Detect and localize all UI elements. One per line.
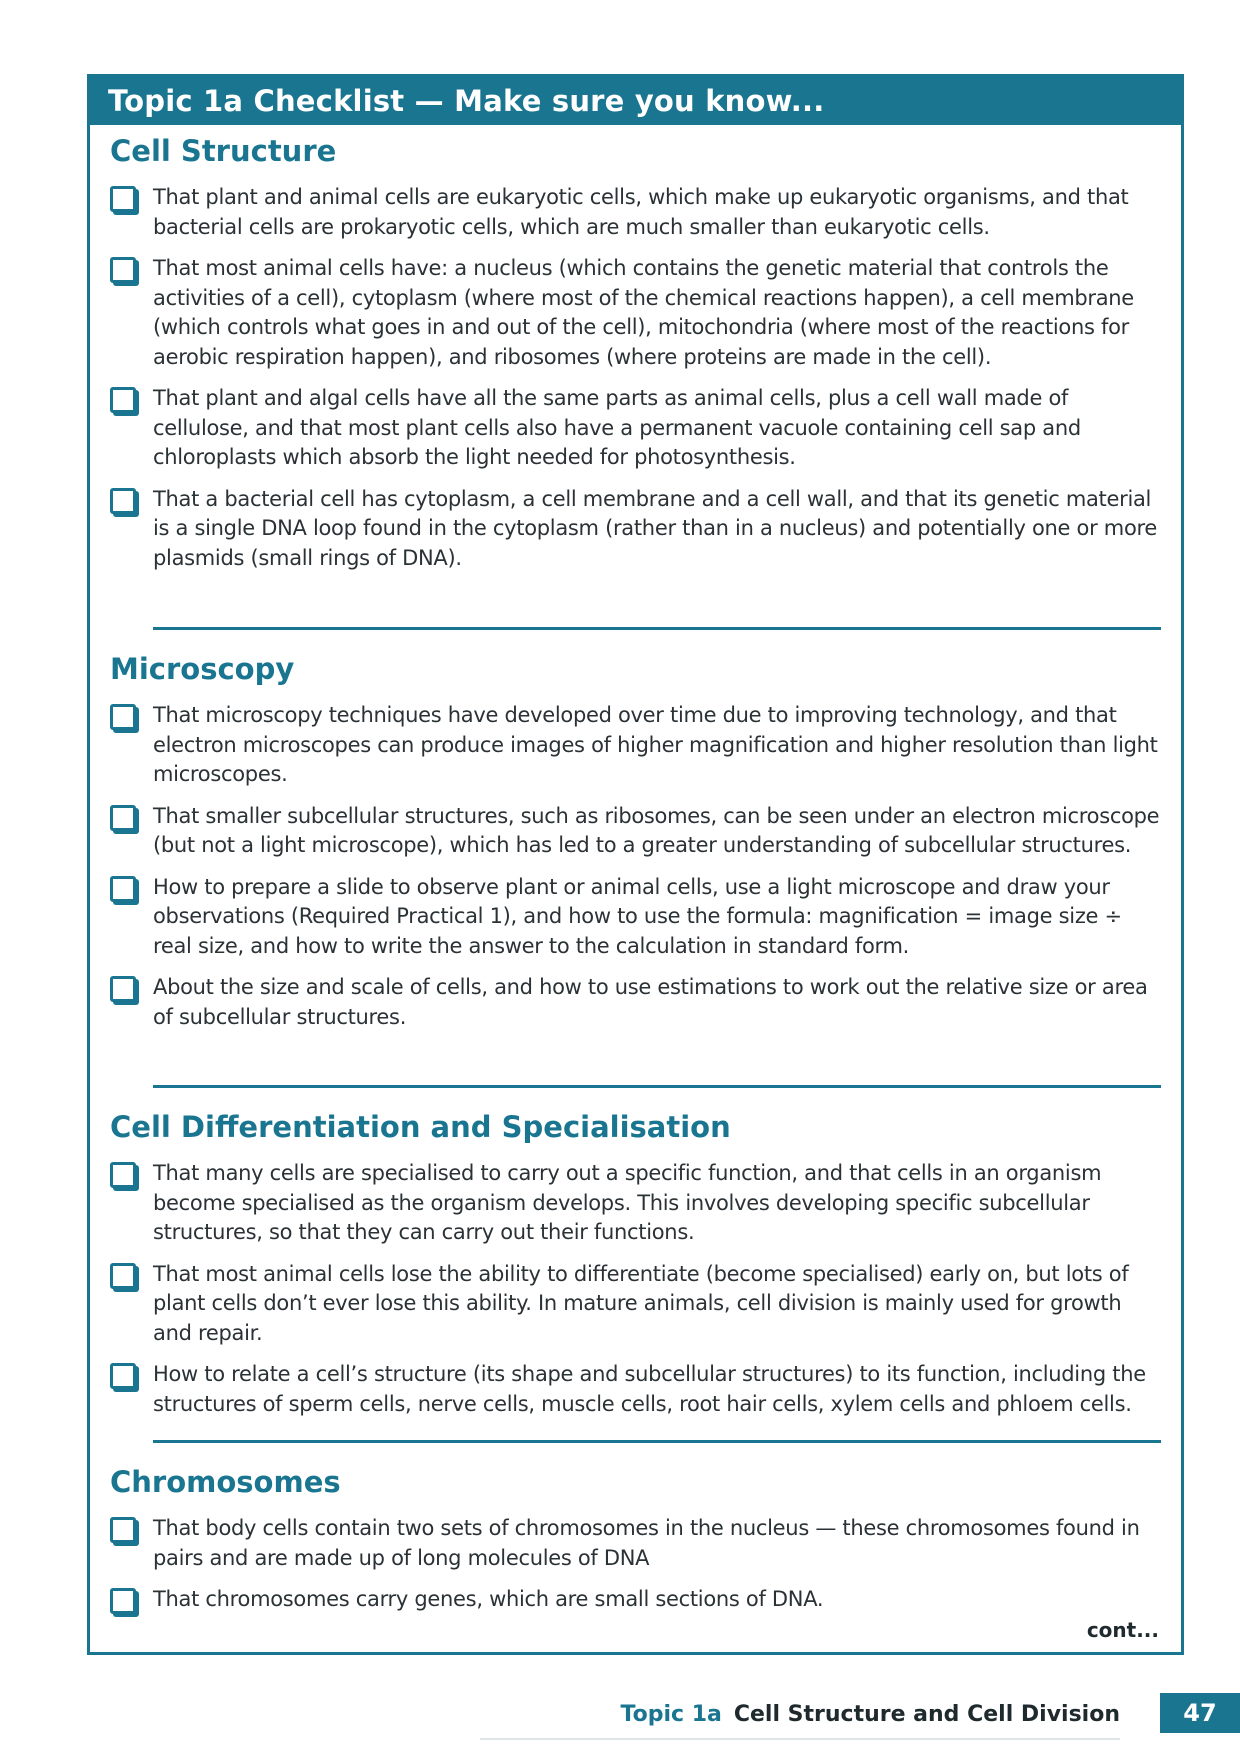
checklist-item [110, 485, 1161, 574]
continued-label: cont... [1086, 1618, 1159, 1642]
checklist-item [110, 701, 1161, 790]
checkbox-icon[interactable] [110, 1517, 136, 1543]
checklist-item [110, 1159, 1161, 1248]
section-title: Chromosomes [110, 1465, 341, 1499]
checkbox-icon[interactable] [110, 1263, 136, 1289]
item-text: That smaller subcellular structures, such as ribosomes, can be seen under an electron microscope (but not a light microscope), which has led to a greater understanding of subcellular structures. [153, 803, 1160, 857]
checklist-item [110, 254, 1161, 372]
section-title: Cell Structure [110, 134, 337, 168]
checklist-item [110, 802, 1161, 861]
section-chromosomes [110, 1460, 1161, 1615]
item-text: How to prepare a slide to observe plant or animal cells, use a light microscope and draw your observations (Required Practical 1), and how to use the formula: magnification = image size ÷ real size, and how to write the answer to the calculation in standard form. [153, 874, 1122, 958]
item-text: That microscopy techniques have developed over time due to improving technology, and that electron microscopes can produce images of higher magnification and higher resolution than light microscopes. [153, 703, 1158, 786]
section-divider [153, 1440, 1161, 1443]
item-text: That chromosomes carry genes, which are small sections of DNA. [153, 1587, 824, 1611]
checklist-item [110, 973, 1161, 1032]
item-text: That most animal cells lose the ability to differentiate (become specialised) early on, but lots of plant cells don’t ever lose this ability. In mature animals, cell division is mainly used for growth and repair. [153, 1261, 1129, 1345]
checklist-item [110, 1260, 1161, 1349]
section-title: Microscopy [110, 652, 295, 686]
checkbox-icon[interactable] [110, 976, 136, 1002]
item-text: How to relate a cell’s structure (its shape and subcellular structures) to its function, including the structures of sperm cells, nerve cells, muscle cells, root hair cells, xylem cells and phloem cells. [153, 1362, 1146, 1416]
checkbox-icon[interactable] [110, 186, 136, 212]
checklist-panel [87, 74, 1184, 1655]
checkbox-icon[interactable] [110, 257, 136, 283]
item-text: That plant and animal cells are eukaryotic cells, which make up eukaryotic organisms, and that bacterial cells are prokaryotic cells, which are much smaller than eukaryotic cells. [153, 185, 1129, 239]
item-text: About the size and scale of cells, and how to use estimations to work out the relative size or area of subcellular structures. [153, 975, 1148, 1029]
section-microscopy [110, 647, 1161, 1032]
section-cell-structure [110, 129, 1161, 573]
item-text: That most animal cells have: a nucleus (which contains the genetic material that controls the activities of a cell), cytoplasm (where most of the chemical reactions happen), a cell membrane (which controls what goes in and out of the cell), mitochondria (where most of the reactions for aerobic respiration happen), and ribosomes (where proteins are made in the cell). [153, 256, 1134, 369]
page-number: 47 [1160, 1693, 1240, 1733]
checkbox-icon[interactable] [110, 488, 136, 514]
section-divider [153, 1085, 1161, 1088]
checklist-item [110, 1585, 1161, 1615]
checklist-item [110, 183, 1161, 242]
checkbox-icon[interactable] [110, 876, 136, 902]
checklist-item [110, 384, 1161, 473]
checkbox-icon[interactable] [110, 387, 136, 413]
item-text: That a bacterial cell has cytoplasm, a cell membrane and a cell wall, and that its genetic material is a single DNA loop found in the cytoplasm (rather than in a nucleus) and potentially one or more plasmids (small rings of DNA). [153, 486, 1157, 570]
footer-rule [480, 1738, 1120, 1740]
item-text: That plant and algal cells have all the same parts as animal cells, plus a cell wall made of cellulose, and that most plant cells also have a permanent vacuole containing cell sap and chloroplasts which absorb the light needed for photosynthesis. [153, 386, 1081, 469]
footer-chapter-label [621, 1702, 1121, 1727]
checkbox-icon[interactable] [110, 1363, 136, 1389]
footer-topic: Topic 1a [620, 1702, 722, 1727]
checkbox-icon[interactable] [110, 1588, 136, 1614]
footer-chapter: Cell Structure and Cell Division [733, 1702, 1120, 1727]
checklist-header: Topic 1a Checklist — Make sure you know... [90, 77, 1181, 125]
item-text: That many cells are specialised to carry out a specific function, and that cells in an organism become specialised as the organism develops. This involves developing specific subcellular structures, so that they can carry out their functions. [153, 1161, 1102, 1244]
checklist-item [110, 873, 1161, 962]
checkbox-icon[interactable] [110, 805, 136, 831]
checkbox-icon[interactable] [110, 704, 136, 730]
section-differentiation [110, 1105, 1161, 1419]
section-title: Cell Differentiation and Specialisation [110, 1110, 731, 1144]
checklist-item [110, 1514, 1161, 1573]
item-text: That body cells contain two sets of chromosomes in the nucleus — these chromosomes found in pairs and are made up of long molecules of DNA [153, 1516, 1140, 1570]
checkbox-icon[interactable] [110, 1162, 136, 1188]
checklist-item [110, 1360, 1161, 1419]
section-divider [153, 627, 1161, 630]
